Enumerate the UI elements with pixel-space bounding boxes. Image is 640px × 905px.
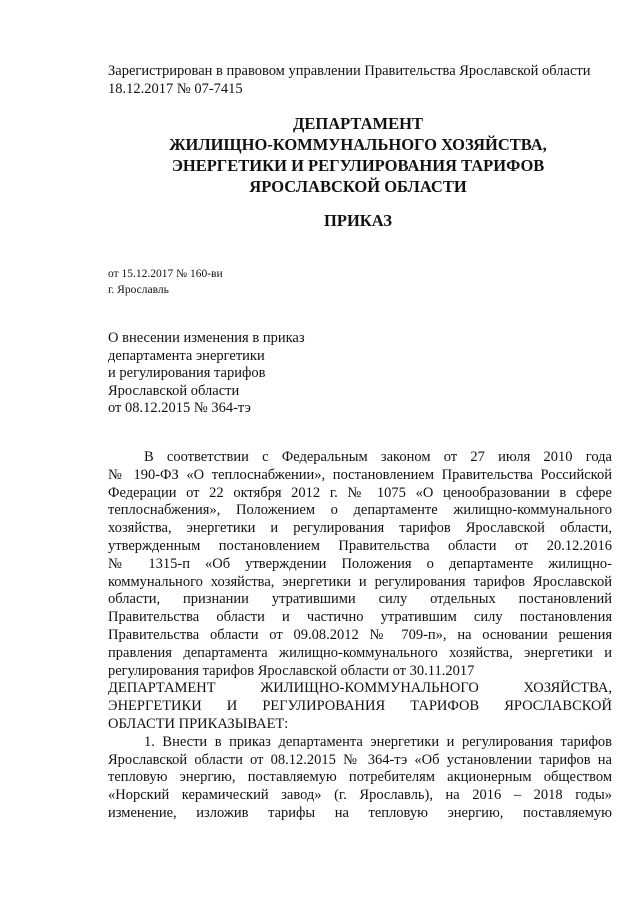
order-body [108, 449, 612, 823]
body-line: тепловую энергию, поставляемую потребителям акционерным обществом [108, 769, 612, 786]
body-line: «Норский керамический завод» (г. Ярославль), на 2016 – 2018 годы» [108, 787, 612, 804]
registration-line-1: Зарегистрирован в правовом управлении Правительства Ярославской области [108, 63, 591, 79]
body-line: теплоснабжения», Положением о департаменте жилищно-коммунального [108, 502, 612, 519]
order-date-number: от 15.12.2017 № 160-ви [108, 268, 223, 280]
body-line: Правительства области и частично утратившим силу постановления [108, 609, 612, 626]
body-line: хозяйства, энергетики и регулирования тарифов Ярославской области, [108, 520, 612, 537]
subject-line: и регулирования тарифов [108, 365, 266, 381]
department-heading [108, 113, 608, 197]
subject-line: от 08.12.2015 № 364-тэ [108, 400, 251, 416]
body-line: правления департамента жилищно-коммунального хозяйства, энергетики и [108, 644, 612, 661]
registration-line-2: 18.12.2017 № 07-7415 [108, 81, 243, 97]
department-line-4: ЯРОСЛАВСКОЙ ОБЛАСТИ [249, 177, 467, 196]
body-line: коммунального хозяйства, энергетики и регулирования тарифов Ярославской [108, 573, 612, 590]
subject-line: О внесении изменения в приказ [108, 330, 305, 346]
body-line: В соответствии с Федеральным законом от 27 июля 2010 года [144, 449, 612, 465]
order-subject [108, 330, 305, 418]
body-line: ЭНЕРГЕТИКИ И РЕГУЛИРОВАНИЯ ТАРИФОВ ЯРОСЛАВСКОЙ [108, 698, 612, 715]
body-line: ДЕПАРТАМЕНТ ЖИЛИЩНО-КОММУНАЛЬНОГО ХОЗЯЙСТВА, [108, 680, 612, 697]
body-line: изменение, изложив тарифы на тепловую энергию, поставляемую [108, 804, 612, 821]
body-line: № 190-ФЗ «О теплоснабжении», постановлением Правительства Российской [108, 466, 612, 483]
body-line: ОБЛАСТИ ПРИКАЗЫВАЕТ: [108, 715, 289, 732]
order-title: ПРИКАЗ [324, 211, 392, 230]
department-line-1: ДЕПАРТАМЕНТ [293, 114, 423, 133]
subject-line: Ярославской области [108, 382, 240, 399]
department-line-2: ЖИЛИЩНО-КОММУНАЛЬНОГО ХОЗЯЙСТВА, [169, 135, 547, 154]
subject-line: департамента энергетики [108, 347, 265, 364]
body-line: регулирования тарифов Ярославской области от 30.11.2017 [108, 662, 475, 679]
body-line: № 1315-п «Об утверждении Положения о департаменте жилищно- [108, 555, 612, 572]
body-line: Ярославской области от 08.12.2015 № 364-тэ «Об установлении тарифов на [108, 751, 612, 768]
registration-note [108, 62, 618, 98]
body-line: Правительства области от 09.08.2012 № 709-п», на основании решения [108, 626, 612, 643]
body-line: утвержденным постановлением Правительства области от 20.12.2016 [108, 537, 612, 554]
order-city: г. Ярославль [108, 284, 169, 296]
body-line: области, признании утратившими силу отдельных постановлений [108, 591, 612, 608]
order-meta [108, 266, 223, 298]
body-line: 1. Внести в приказ департамента энергетики и регулирования тарифов [144, 733, 612, 750]
body-line: Федерации от 22 октября 2012 г. № 1075 «О ценообразовании в сфере [108, 484, 612, 501]
department-line-3: ЭНЕРГЕТИКИ И РЕГУЛИРОВАНИЯ ТАРИФОВ [171, 156, 545, 175]
